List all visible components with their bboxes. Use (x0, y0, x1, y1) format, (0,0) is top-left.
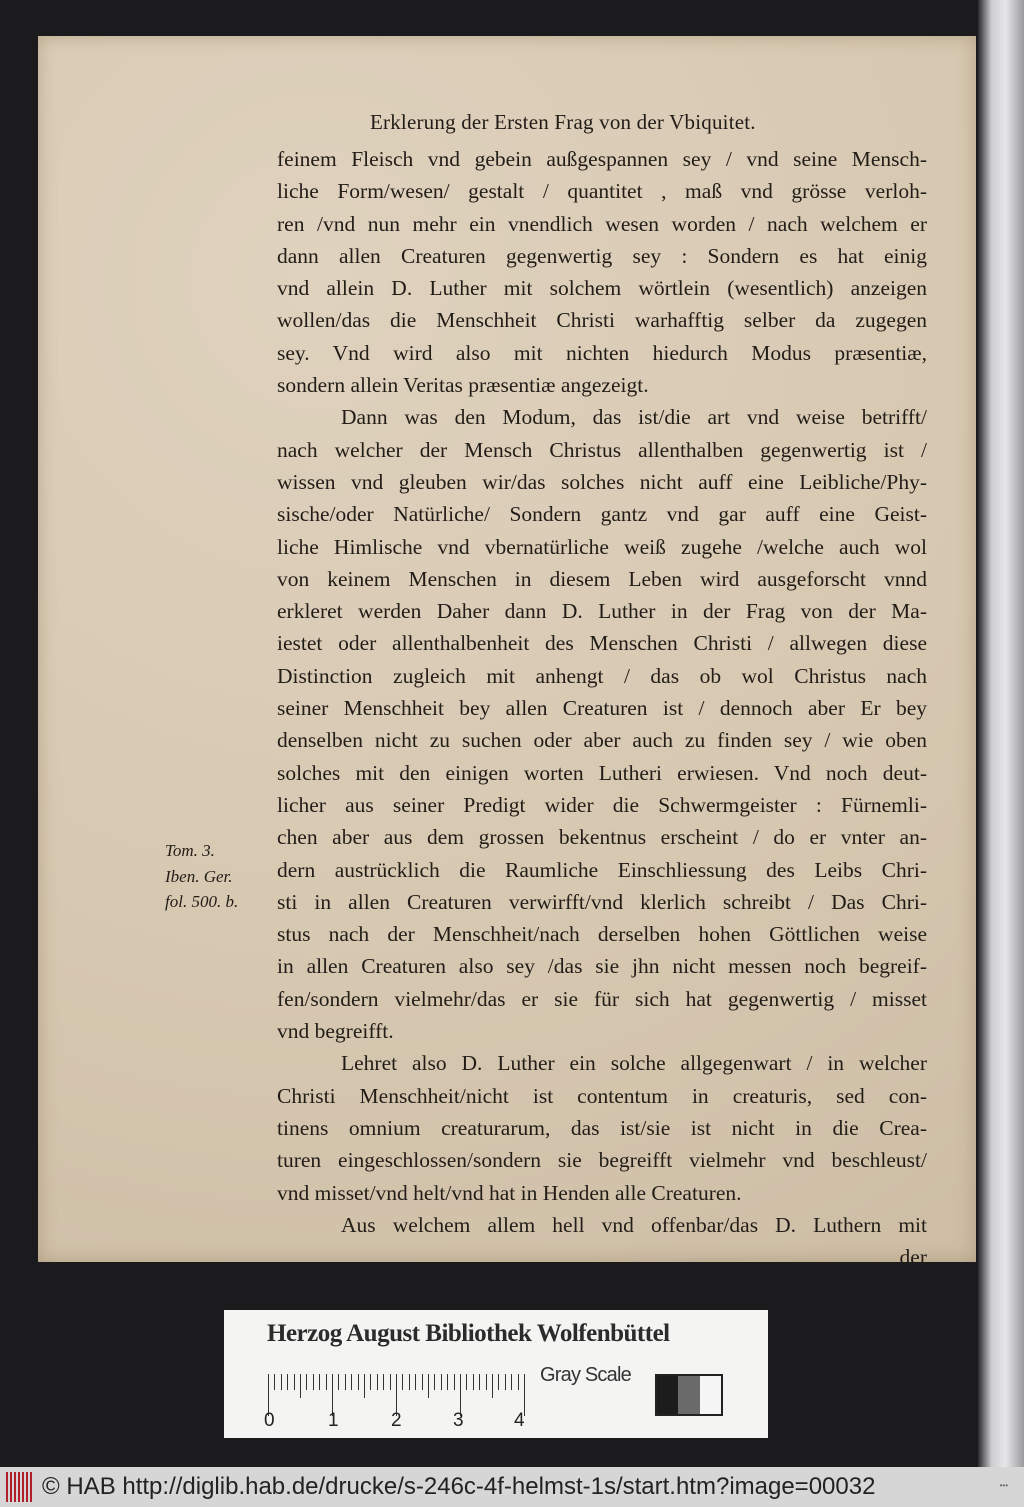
ruler-tick (300, 1374, 301, 1398)
ruler-tick (434, 1374, 435, 1390)
text-line: fen/sondern vielmehr/das er sie für sich hat gegenwertig / misset (277, 986, 927, 1011)
text-line: sondern allein Veritas præsentiæ angezeigt. (277, 373, 649, 398)
text-line: in allen Creaturen also sey /das sie jhn nicht messen noch begreif- (277, 954, 927, 979)
ruler-tick (428, 1374, 429, 1398)
scale-number: 0 (264, 1410, 275, 1431)
text-line: tinens omnium creaturarum, das ist/sie ist nicht in die Crea- (277, 1115, 927, 1140)
ruler-tick (511, 1374, 512, 1390)
text-line: dern austrücklich die Raumliche Einschliessung des Leibs Chri- (277, 857, 927, 882)
ruler-tick (473, 1374, 474, 1390)
text-line: wollen/das die Menschheit Christi warhafftig selber da zugegen (277, 308, 927, 333)
ruler-tick (466, 1374, 467, 1390)
ruler-tick (377, 1374, 378, 1390)
ruler-tick (479, 1374, 480, 1390)
ruler-tick (518, 1374, 519, 1390)
text-line: der (899, 1245, 927, 1270)
text-line: sti in allen Creaturen verwirfft/vnd klerlich schreibt / Das Chri- (277, 889, 927, 914)
text-line: vnd begreifft. (277, 1019, 394, 1044)
more-icon[interactable]: ••• (999, 1481, 1008, 1490)
ruler-tick (338, 1374, 339, 1390)
text-line: Lehret also D. Luther ein solche allgegenwart / in welcher (341, 1051, 927, 1076)
ruler-tick (498, 1374, 499, 1390)
ruler-tick (370, 1374, 371, 1390)
ruler-tick (383, 1374, 384, 1390)
ruler-tick (345, 1374, 346, 1390)
text-line: denselben nicht zu suchen oder aber auch zu finden sey / wie oben (277, 728, 927, 753)
ruler-tick (422, 1374, 423, 1390)
ruler-tick (294, 1374, 295, 1390)
ruler-tick (281, 1374, 282, 1390)
text-line: von keinem Menschen in diesem Leben wird ausgeforscht vnnd (277, 566, 927, 591)
ruler-tick (287, 1374, 288, 1390)
text-line: sische/oder Natürliche/ Sondern gantz vnd gar auff eine Geist- (277, 502, 927, 527)
scale-number: 1 (328, 1410, 339, 1431)
text-line: chen aber aus dem grossen bekentnus erscheint / do er vnter an- (277, 825, 927, 850)
text-line: liche Form/wesen/ gestalt / quantitet , maß vnd grösse verloh- (277, 179, 927, 204)
text-line: iestet oder allenthalbenheit des Menschen Christi / allwegen diese (277, 631, 927, 656)
text-line: feinem Fleisch vnd gebein außgespannen sey / vnd seine Mensch- (277, 147, 927, 171)
scale-number: 3 (453, 1410, 464, 1431)
page-body-text (277, 143, 927, 1273)
ruler-tick (505, 1374, 506, 1390)
text-line: turen eingeschlossen/sondern sie begreifft vielmehr vnd beschleust/ (277, 1148, 927, 1173)
running-head: Erklerung der Ersten Frag von der Vbiquitet. (370, 110, 756, 134)
text-line: liche Himlische vnd vbernatürliche weiß zugehe /welche auch wol (277, 534, 927, 559)
text-line: ren /vnd nun mehr ein vnendlich wesen worden / nach welchem er (277, 211, 927, 236)
library-name: Herzog August Bibliothek Wolfenbüttel (267, 1320, 670, 1347)
adjacent-page-edge (978, 0, 1024, 1467)
hab-logo-icon (6, 1472, 32, 1502)
scale-number: 2 (391, 1410, 402, 1431)
ruler-tick (441, 1374, 442, 1390)
text-line: solches mit den einigen worten Lutheri erwiesen. Vnd noch deut- (277, 760, 927, 785)
gray-scale-label: Gray Scale (540, 1364, 631, 1386)
text-line: stus nach der Menschheit/nach derselben hohen Göttlichen weise (277, 922, 927, 947)
ruler-tick (415, 1374, 416, 1390)
ruler-tick (313, 1374, 314, 1390)
text-line: Christi Menschheit/nicht ist contentum in creaturis, sed con- (277, 1083, 927, 1108)
text-line: seiner Menschheit bey allen Creaturen ist / dennoch aber Er bey (277, 696, 927, 721)
ruler-tick (326, 1374, 327, 1390)
margin-note-line: Tom. 3. (165, 841, 215, 860)
ruler-tick (390, 1374, 391, 1390)
margin-note-line: Iben. Ger. (165, 866, 233, 886)
text-line: vnd allein D. Luther mit solchem wörtlein (wesentlich) anzeigen (277, 276, 927, 301)
margin-note (165, 838, 238, 915)
ruler-tick (319, 1374, 320, 1390)
scale-number: 4 (514, 1410, 525, 1431)
text-line: vnd misset/vnd helt/vnd hat in Henden alle Creaturen. (277, 1180, 742, 1205)
text-line: Dann was den Modum, das ist/die art vnd weise betrifft/ (341, 405, 927, 430)
text-line: wissen vnd gleuben wir/das solches nicht auff eine Leibliche/Phy- (277, 469, 927, 494)
text-line: erkleret werden Daher dann D. Luther in der Frag von der Ma- (277, 599, 927, 624)
text-line: Aus welchem allem hell vnd offenbar/das D. Luthern mit (341, 1212, 927, 1237)
ruler-tick (486, 1374, 487, 1390)
ruler-tick (358, 1374, 359, 1390)
ruler-tick (447, 1374, 448, 1390)
footer-bar (0, 1467, 1024, 1507)
text-line: Distinction zugleich mit anhengt / das ob wol Christus nach (277, 663, 927, 688)
ruler-tick (454, 1374, 455, 1390)
text-line: sey. Vnd wird also mit nichten hiedurch Modus præsentiæ, (277, 340, 927, 365)
scale-ruler (268, 1374, 530, 1406)
ruler-tick (306, 1374, 307, 1390)
text-line: licher aus seiner Predigt wider die Schwermgeister : Fürnemli- (277, 792, 927, 817)
library-color-card (224, 1310, 768, 1438)
text-line: dann allen Creaturen gegenwertig sey : Sondern es hat einig (277, 243, 927, 268)
text-line: nach welcher der Mensch Christus allenthalben gegenwertig ist / (277, 437, 927, 462)
ruler-tick (402, 1374, 403, 1390)
ruler-tick (274, 1374, 275, 1390)
copyright-url[interactable]: © HAB http://diglib.hab.de/drucke/s-246c-4f-helmst-1s/start.htm?image=00032 (42, 1473, 876, 1500)
ruler-tick (351, 1374, 352, 1390)
margin-note-line: fol. 500. b. (165, 892, 239, 911)
ruler-tick (492, 1374, 493, 1398)
ruler-tick (409, 1374, 410, 1390)
ruler-tick (364, 1374, 365, 1398)
gray-scale-swatch (655, 1374, 723, 1416)
